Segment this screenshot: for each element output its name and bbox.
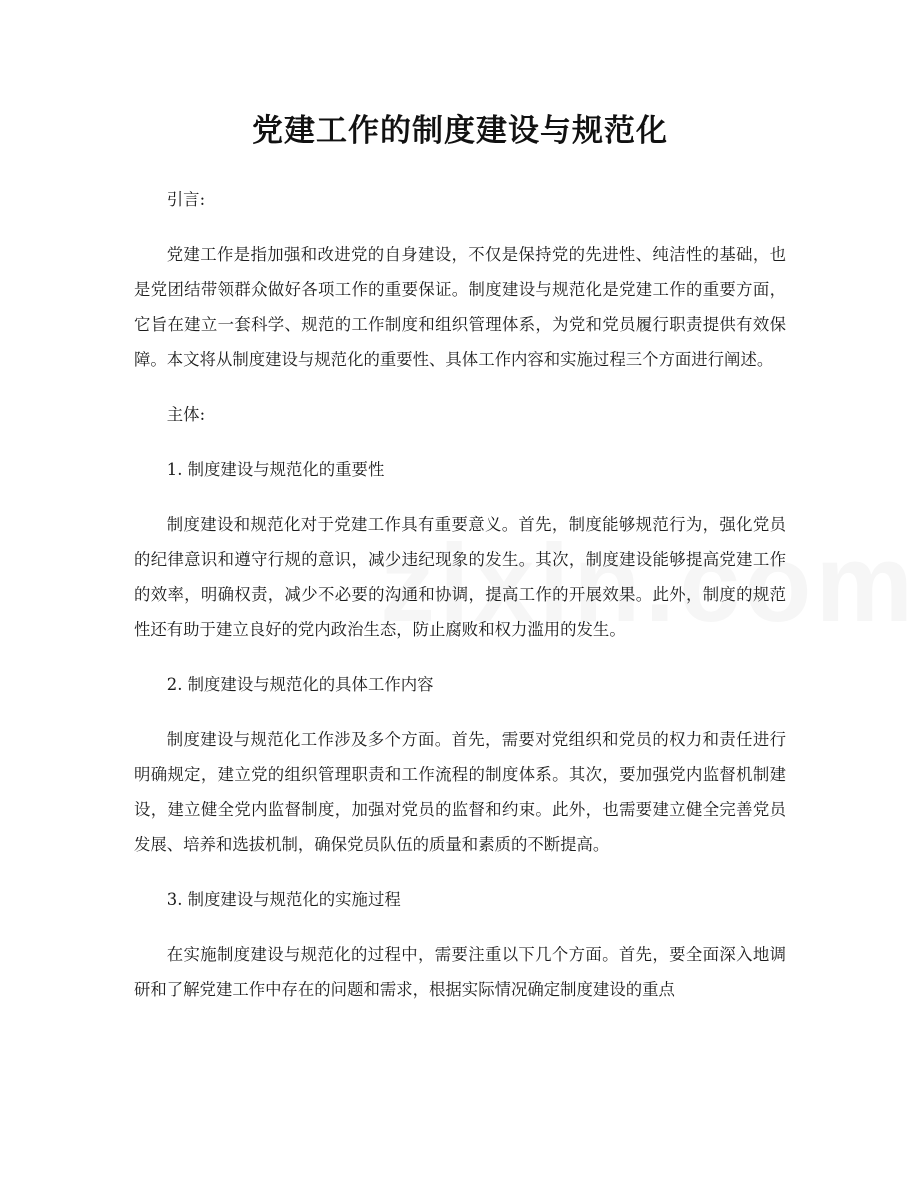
document-body bbox=[134, 182, 786, 1027]
intro-label: 引言: bbox=[166, 190, 206, 209]
section-heading-1: 1. 制度建设与规范化的重要性 bbox=[166, 460, 385, 479]
section-paragraph-2: 制度建设与规范化工作涉及多个方面。首先，需要对党组织和党员的权力和责任进行明确规定，建立党的组织管理职责和工作流程的制度体系。其次，要加强党内监督机制建设，建立健全党内监督制度，加强对党员的监督和约束。此外，也需要建立健全完善党员发展、培养和选拔机制，确保党员队伍的质量和素质的不断提高。 bbox=[134, 730, 786, 854]
section-paragraph-1: 制度建设和规范化对于党建工作具有重要意义。首先，制度能够规范行为，强化党员的纪律意识和遵守行规的意识，减少违纪现象的发生。其次，制度建设能够提高党建工作的效率，明确权责，减少不必要的沟通和协调，提高工作的开展效果。此外，制度的规范性还有助于建立良好的党内政治生态，防止腐败和权力滥用的发生。 bbox=[134, 515, 786, 639]
section-paragraph-3: 在实施制度建设与规范化的过程中，需要注重以下几个方面。首先，要全面深入地调研和了解党建工作中存在的问题和需求，根据实际情况确定制度建设的重点 bbox=[134, 945, 786, 999]
body-label: 主体: bbox=[166, 405, 206, 424]
intro-paragraph: 党建工作是指加强和改进党的自身建设，不仅是保持党的先进性、纯洁性的基础，也是党团结带领群众做好各项工作的重要保证。制度建设与规范化是党建工作的重要方面，它旨在建立一套科学、规范的工作制度和组织管理体系，为党和党员履行职责提供有效保障。本文将从制度建设与规范化的重要性、具体工作内容和实施过程三个方面进行阐述。 bbox=[134, 245, 786, 369]
section-heading-2: 2. 制度建设与规范化的具体工作内容 bbox=[166, 675, 434, 694]
section-heading-3: 3. 制度建设与规范化的实施过程 bbox=[166, 890, 401, 909]
document-title: 党建工作的制度建设与规范化 bbox=[252, 113, 668, 149]
